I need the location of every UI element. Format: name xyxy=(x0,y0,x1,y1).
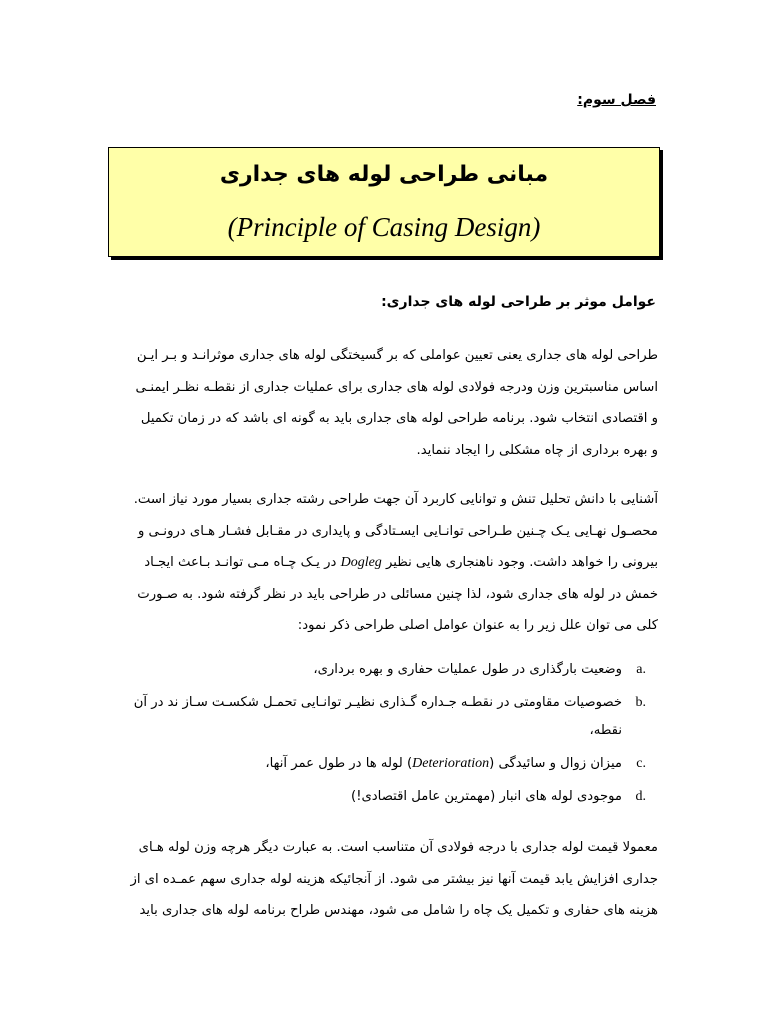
paragraph-line: آشنایی با دانش تحلیل تنش و توانایی کاربرد آن جهت طراحی رشته جداری بسیار مورد نیاز است. xyxy=(133,492,658,507)
list-marker: c. xyxy=(636,756,646,771)
list-item-text: وضعیت بارگذاری در طول عملیات حفاری و بهره برداری، xyxy=(313,662,622,677)
paragraph-line: و اقتصادی انتخاب شود. برنامه طراحی لوله های جداری باید به گونه ای باشد که در زمان تکمیل xyxy=(140,411,658,426)
text-fragment: در یـک چـاه مـی توانـد بـاعث ایجـاد xyxy=(144,555,337,570)
paragraph-line: اساس مناسبترین وزن ودرجه فولادی لوله های جداری برای عملیات جداری از نقطـه نظـر ایمنـی xyxy=(135,379,658,395)
paragraph-line: جداری افزایش یابد قیمت آنها نیز بیشتر می شود. از آنجائیکه هزینه لوله جداری سهم عمـده ای از xyxy=(130,871,658,887)
chapter-label: فصل سوم: xyxy=(577,92,656,108)
list-item xyxy=(108,689,658,745)
factors-list xyxy=(108,656,658,816)
paragraph-line: محصـول نهـایی یـک چـنین طـراحی توانـایی ایسـتادگی و پایداری در مقـابل فشـار هـای درونـی و xyxy=(137,523,658,539)
list-item xyxy=(108,750,658,778)
text-fragment: بیرونی را خواهد داشت. وجود ناهنجاری هایی نظیر xyxy=(386,555,658,570)
title-persian: مبانی طراحی لوله های جداری xyxy=(219,162,549,187)
paragraph-line: معمولا قیمت لوله جداری با درجه فولادی آن متناسب است. به عبارت دیگر هرچه وزن لوله هـای xyxy=(138,840,658,855)
list-item-text xyxy=(265,756,622,771)
text-fragment: میزان زوال و سائیدگی ( xyxy=(489,756,622,771)
paragraph-2 xyxy=(108,484,658,642)
paragraph-line: کلی می توان علل زیر را به عنوان عوامل اصلی طراحی ذکر نمود: xyxy=(297,618,658,633)
paragraph-line: خمش در لوله های جداری شود، لذا چنین مسائلی در طراحی باید در نظر گرفته شود. به صـورت xyxy=(137,586,658,602)
text-fragment: ) لوله ها در طول عمر آنها، xyxy=(265,756,413,771)
list-item xyxy=(108,783,658,811)
list-item-text: موجودی لوله های انبار (مهمترین عامل اقتصادی!) xyxy=(351,789,622,804)
paragraph-line: طراحی لوله های جداری یعنی تعیین عواملی که بر گسیختگی لوله های جداری موثرانـد و بـر ایـن xyxy=(136,348,658,363)
list-marker: a. xyxy=(636,662,646,677)
list-item xyxy=(108,656,658,684)
term-deterioration: Deterioration xyxy=(412,756,490,771)
term-dogleg: Dogleg xyxy=(340,555,382,570)
title-box xyxy=(108,147,660,257)
section-heading: عوامل موثر بر طراحی لوله های جداری: xyxy=(381,294,656,310)
paragraph-1 xyxy=(108,340,658,466)
paragraph-line xyxy=(108,547,658,579)
paragraph-line: هزینه های حفاری و تکمیل یک چاه را شامل می شود، مهندس طراح برنامه لوله های جداری باید xyxy=(139,903,658,918)
title-english: (Principle of Casing Design) xyxy=(227,212,541,242)
list-marker: b. xyxy=(635,695,646,710)
paragraph-3 xyxy=(108,832,658,927)
list-item-text: خصوصیات مقاومتی در نقطـه جـداره گـذاری نظیـر توانـایی تحمـل شکسـت سـاز ند در آن نقطه، xyxy=(133,695,622,738)
list-marker: d. xyxy=(635,789,646,804)
paragraph-line: و بهره برداری از چاه مشکلی را ایجاد ننماید. xyxy=(416,442,658,458)
